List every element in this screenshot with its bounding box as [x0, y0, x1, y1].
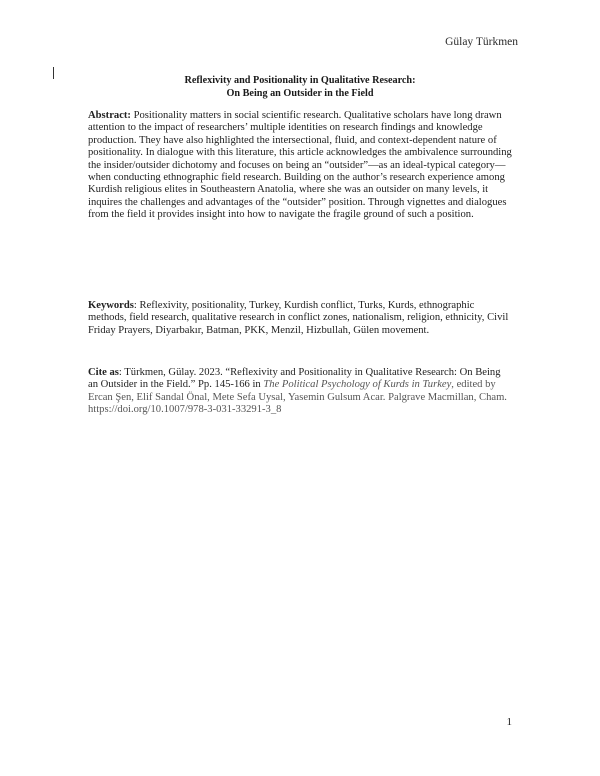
abstract-paragraph: [88, 110, 512, 222]
title-line-1: Reflexivity and Positionality in Qualitative Research:: [184, 75, 416, 86]
abstract-text: Positionality matters in social scientific research. Qualitative scholars have long drawn attention to the impact of researchers’ multiple identities on research findings and knowledge production. They have also highlighted the intersectional, fluid, and context-dependent nature of positionality. In dialogue with this literature, this article acknowledges the ambivalence surrounding the insider/outsider dichotomy and focuses on being an “outsider”—as an ideal-typical category—when conducting ethnographic field research. Building on the author’s research experience among Kurdish religious elites in Southeastern Anatolia, where she was an outsider on many levels, it inquires the challenges and advantages of the “outsider” position. Through vignettes and dialogues from the field it provides insight into how to navigate the fragile ground of such a position.: [88, 110, 512, 221]
abstract-label: Abstract:: [88, 110, 131, 121]
text-cursor: [53, 67, 54, 79]
cite-as-paragraph: [88, 367, 512, 417]
cite-as-label: Cite as: [88, 367, 119, 378]
cite-as-book-title: The Political Psychology of Kurds in Turkey: [263, 379, 452, 391]
title-line-2: On Being an Outsider in the Field: [226, 87, 374, 99]
cite-as-text-before: : Türkmen, Gülay. 2023. “Reflexivity and Positionality in Qualitative Research: On Being an Outsider in the Field.” Pp. 145-166 in: [88, 367, 501, 391]
keywords-text: : Reflexivity, positionality, Turkey, Kurdish conflict, Turks, Kurds, ethnographic methods, field research, qualitative research in conflict zones, nationalism, religion, ethnicity, Civil Friday Prayers, Diyarbakır, Batman, PKK, Menzil, Hizbullah, Gülen movement.: [88, 300, 509, 336]
keywords-label: Keywords: [88, 300, 134, 311]
page-number: 1: [506, 716, 512, 728]
paper-title: [88, 75, 512, 100]
running-header-author: Gülay Türkmen: [445, 36, 518, 48]
keywords-paragraph: [88, 300, 512, 337]
cite-as-text-after: , edited by Ercan Şen, Elif Sandal Önal, Mete Sefa Uysal, Yasemin Gulsum Acar. Palgrave Macmillan, Cham. https://doi.org/10.1007/978-3-031-33291-3_8: [88, 379, 507, 416]
